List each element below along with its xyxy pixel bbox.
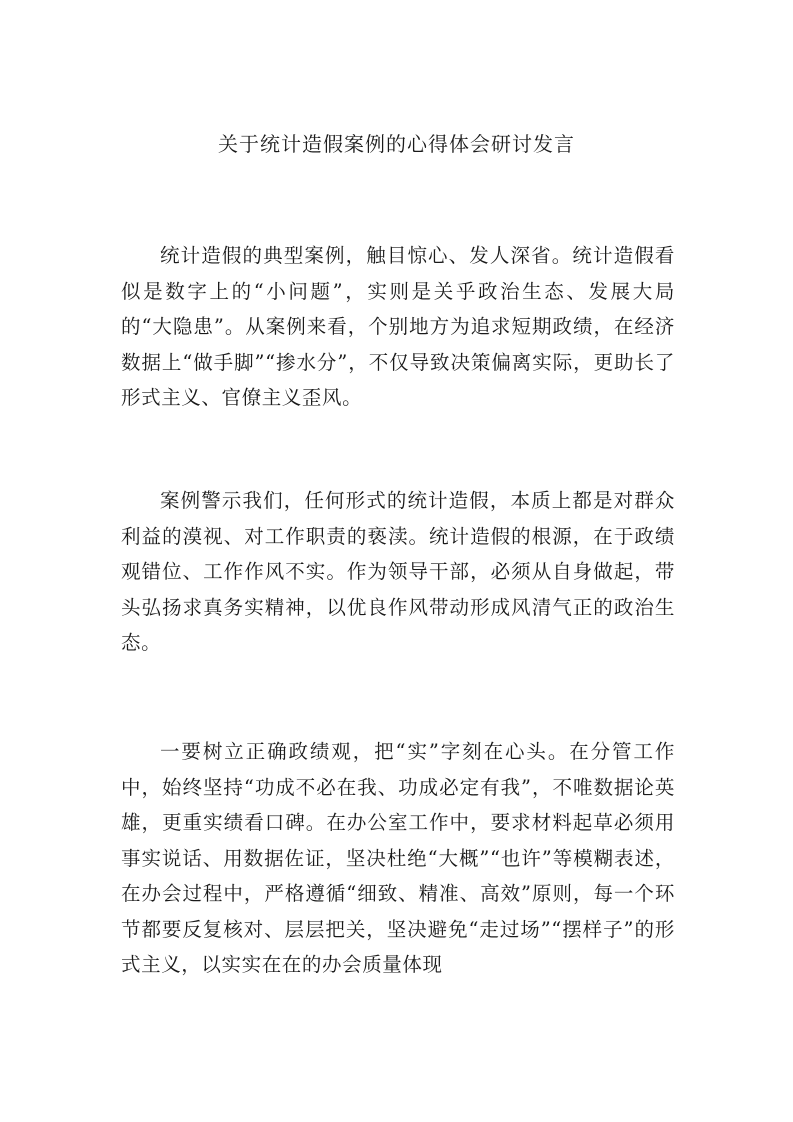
paragraph-2: 案例警示我们，任何形式的统计造假，本质上都是对群众利益的漠视、对工作职责的亵渎。统计造假的根源，在于政绩观错位、工作作风不实。作为领导干部，必须从自身做起，带头弘扬求真务实精神，以优良作风带动形成风清气正的政治生态。 [121,489,675,654]
paragraph-3: 一要树立正确政绩观，把“实”字刻在心头。在分管工作中，始终坚持“功成不必在我、功成必定有我”，不唯数据论英雄，更重实绩看口碑。在办公室工作中，要求材料起草必须用事实说话、用数据佐证，坚决杜绝“大概”“也许”等模糊表述，在办会过程中，严格遵循“细致、精准、高效”原则，每一个环节都要反复核对、层层把关，坚决避免“走过场”“摆样子”的形式主义，以实实在在的办会质量体现 [121,740,675,976]
document-title: 关于统计造假案例的心得体会研讨发言 [218,132,575,156]
paragraph-1: 统计造假的典型案例，触目惊心、发人深省。统计造假看似是数字上的“小问题”，实则是关乎政治生态、发展大局的“大隐患”。从案例来看，个别地方为追求短期政绩，在经济数据上“做手脚”“掺水分”，不仅导致决策偏离实际，更助长了形式主义、官僚主义歪风。 [121,244,675,409]
